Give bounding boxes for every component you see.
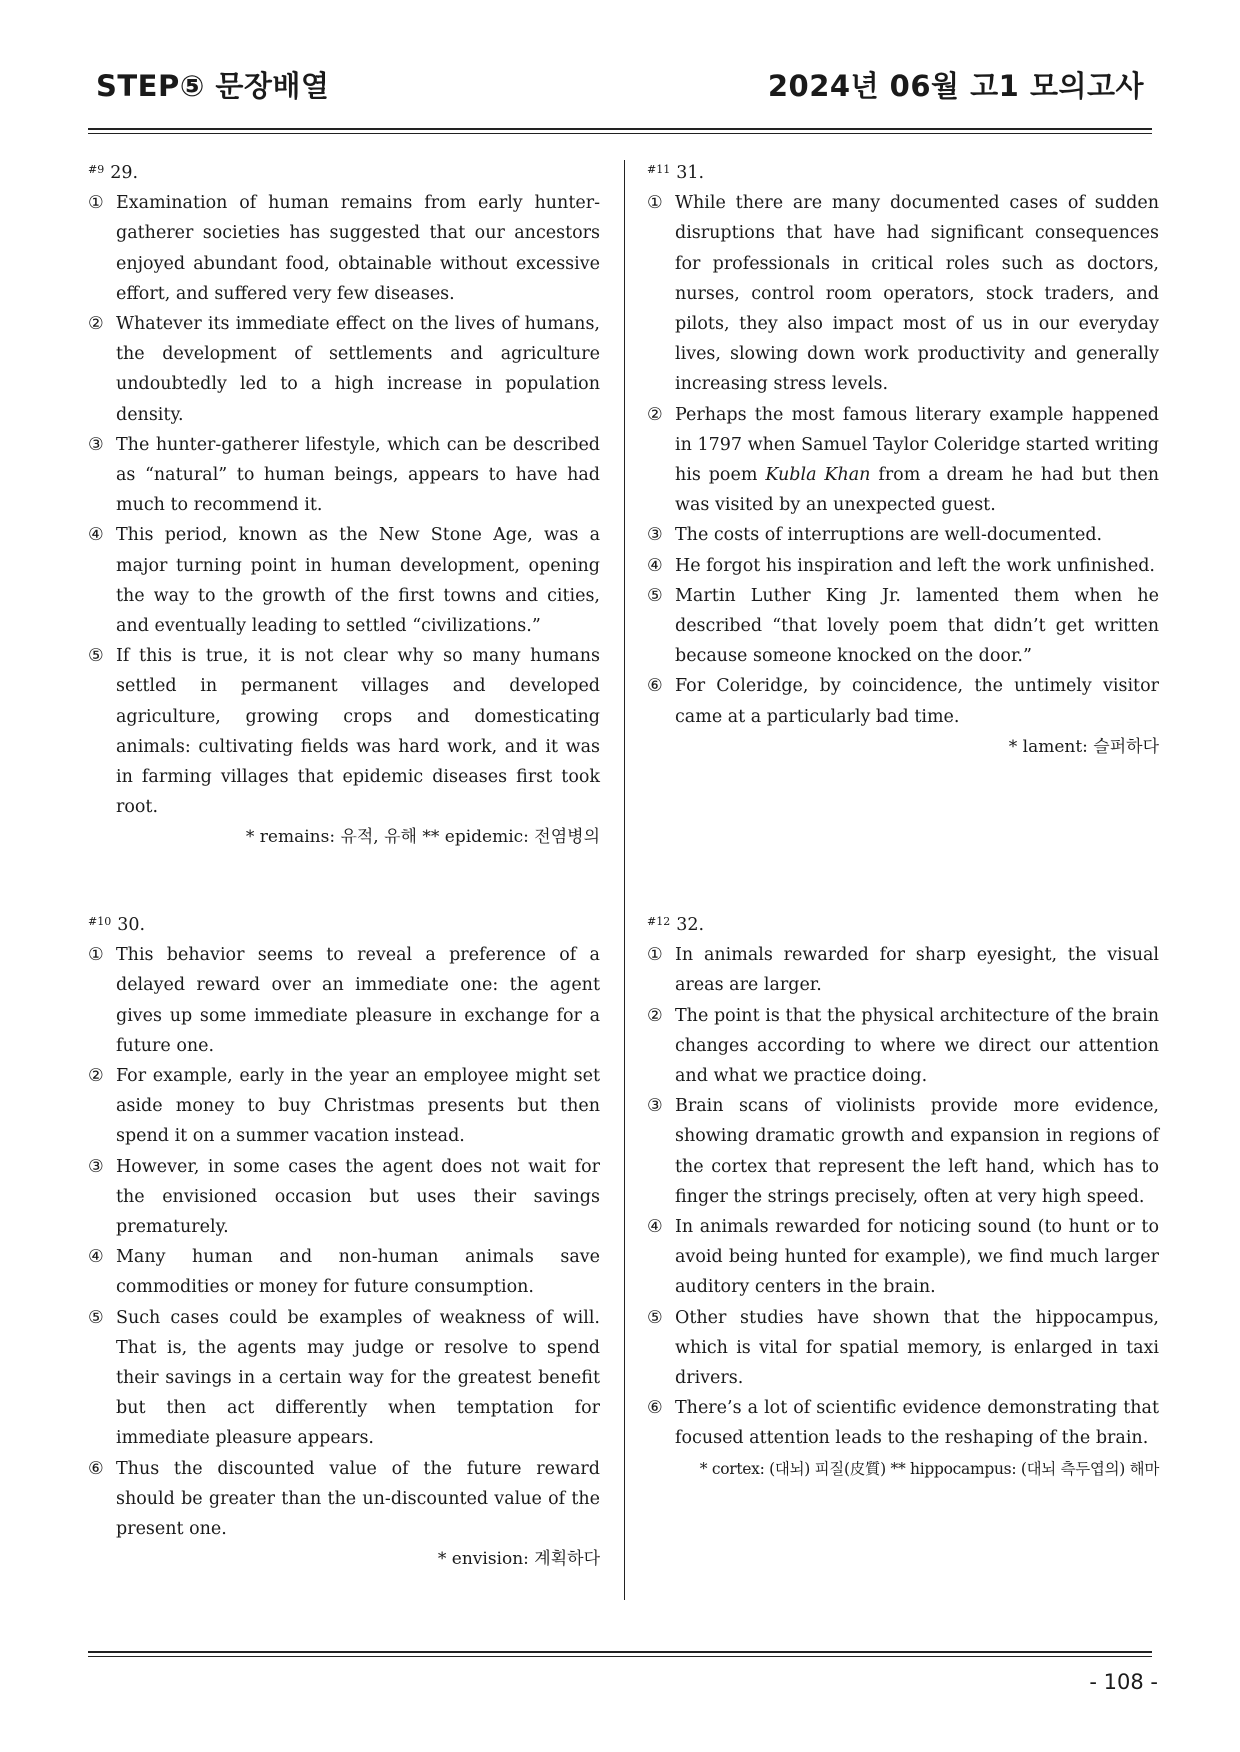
question-head <box>88 155 600 188</box>
option-6: ⑥ For Coleridge, by coincidence, the untimely visitor came at a particularly bad time. <box>647 676 1159 727</box>
question-tag: #9 <box>88 163 105 176</box>
option-5: ⑤ Other studies have shown that the hippocampus, which is vital for spatial memory, is enlarged in taxi drivers. <box>647 1307 1159 1389</box>
option-1: ① In animals rewarded for sharp eyesight, the visual areas are larger. <box>647 945 1159 996</box>
option-6: ⑥ There’s a lot of scientific evidence demonstrating that focused attention leads to the reshaping of the brain. <box>647 1398 1159 1449</box>
option-3: ③ The hunter-gatherer lifestyle, which can be described as “natural” to human beings, appears to have had much to recommend it. <box>88 434 600 516</box>
vocab-note: * envision: 계획하다 <box>437 1549 600 1570</box>
question-head <box>647 907 1159 940</box>
question-number: 32. <box>676 915 705 935</box>
question-head <box>647 155 1159 188</box>
option-6: ⑥ Thus the discounted value of the future reward should be greater than the un-discounted value of the present one. <box>88 1458 600 1540</box>
option-3: ③ However, in some cases the agent does not wait for the envisioned occasion but uses their savings prematurely. <box>88 1156 600 1238</box>
option-4: ④ He forgot his inspiration and left the work unfinished. <box>647 555 1155 576</box>
option-5: ⑤ Such cases could be examples of weakness of will. That is, the agents may judge or resolve to spend their savings in a certain way for the greatest benefit but then act differently when temptation for immediate pleasure appears. <box>88 1307 600 1449</box>
footer-rule-thin <box>88 1656 1152 1657</box>
option-4: ④ Many human and non-human animals save commodities or money for future consumption. <box>88 1247 600 1298</box>
section-title: STEP⑤ 문장배열 <box>96 69 330 103</box>
option-2: ② Whatever its immediate effect on the lives of humans, the development of settlements and agriculture undoubtedly led to a high increase in population density. <box>88 314 600 425</box>
option-4: ④ This period, known as the New Stone Age, was a major turning point in human development, opening the way to the growth of the first towns and cities, and eventually leading to settled “civilizations.” <box>88 525 600 637</box>
vocab-note: * cortex: (대뇌) 피질(皮質) ** hippocampus: (대뇌 측두엽의) 해마 <box>699 1459 1159 1478</box>
question-number: 30. <box>117 915 146 935</box>
option-2: ② Perhaps the most famous literary example happened in 1797 when Samuel Taylor Coleridge started writing his poem Kubla Khan from a dream he had but then was visited by an unexpected guest. <box>647 404 1159 516</box>
question-tag: #10 <box>88 915 112 928</box>
question-tag: #12 <box>647 915 671 928</box>
option-1: ① This behavior seems to reveal a preference of a delayed reward over an immediate one: the agent gives up some immediate pleasure in exchange for a future one. <box>88 945 600 1056</box>
page-number: - 108 - <box>1089 1670 1158 1694</box>
header-rule-thin <box>88 133 1152 134</box>
question-31 <box>647 155 1159 762</box>
question-32 <box>647 907 1159 1484</box>
option-3: ③ Brain scans of violinists provide more evidence, showing dramatic growth and expansion in regions of the cortex that represent the left hand, which has to finger the strings precisely, often at very high speed. <box>647 1096 1159 1207</box>
option-1: ① While there are many documented cases of sudden disruptions that have had significant consequences for professionals in critical roles such as doctors, nurses, control room operators, stock traders, and pilots, they also impact most of us in our everyday lives, slowing down work productivity and generally increasing stress levels. <box>647 193 1159 395</box>
vocab-note: * lament: 슬퍼하다 <box>1008 736 1159 757</box>
exam-title: 2024년 06월 고1 모의고사 <box>767 69 1144 103</box>
question-30 <box>88 907 600 1574</box>
poem-title: Kubla Khan <box>765 465 871 486</box>
question-number: 29. <box>110 163 139 183</box>
option-4: ④ In animals rewarded for noticing sound (to hunt or to avoid being hunted for example), we find much larger auditory centers in the brain. <box>647 1217 1159 1298</box>
option-2: ② The point is that the physical architecture of the brain changes according to where we direct our attention and what we practice doing. <box>647 1005 1159 1087</box>
footer-rule <box>88 1651 1152 1653</box>
question-tag: #11 <box>647 163 671 176</box>
vocab-note: * remains: 유적, 유해 ** epidemic: 전염병의 <box>245 827 600 848</box>
option-1: ① Examination of human remains from early hunter-gatherer societies has suggested that our ancestors enjoyed abundant food, obtainable without excessive effort, and suffered very few diseases. <box>88 193 600 304</box>
header-rule <box>88 128 1152 130</box>
option-3: ③ The costs of interruptions are well-documented. <box>647 525 1103 546</box>
question-number: 31. <box>676 163 705 183</box>
question-29 <box>88 155 600 853</box>
option-5: ⑤ If this is true, it is not clear why so many humans settled in permanent villages and developed agriculture, growing crops and domesticating animals: cultivating fields was hard work, and it was in farming villages that epidemic diseases first took root. <box>88 646 600 818</box>
column-divider <box>624 160 625 1600</box>
page-header <box>88 62 1152 112</box>
option-2: ② For example, early in the year an employee might set aside money to buy Christmas presents but then spend it on a summer vacation instead. <box>88 1066 600 1147</box>
question-head <box>88 907 600 940</box>
option-5: ⑤ Martin Luther King Jr. lamented them when he described “that lovely poem that didn’t get written because someone knocked on the door.” <box>647 585 1159 667</box>
